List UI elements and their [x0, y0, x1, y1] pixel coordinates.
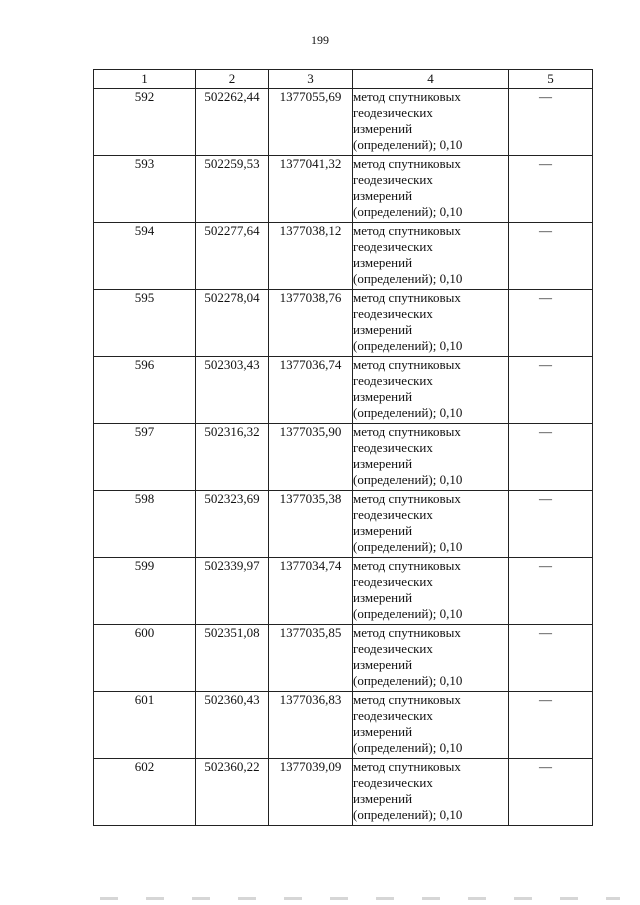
- note-cell: [509, 223, 593, 290]
- y-coordinate-cell: 1377036,74: [269, 357, 353, 424]
- dash-mark: —: [539, 424, 552, 439]
- method-line: геодезических: [353, 641, 433, 656]
- point-number-cell: 595: [94, 290, 196, 357]
- method-line: (определений); 0,10: [353, 137, 463, 152]
- method-line: метод спутниковых: [353, 759, 461, 774]
- column-header: 1: [94, 70, 196, 89]
- coordinates-table: [93, 69, 593, 826]
- note-cell: [509, 357, 593, 424]
- table-header-row: [94, 70, 593, 89]
- method-cell: [353, 357, 509, 424]
- method-line: геодезических: [353, 708, 433, 723]
- table-row: [94, 89, 593, 156]
- method-line: геодезических: [353, 172, 433, 187]
- method-cell: [353, 625, 509, 692]
- dash-mark: —: [539, 89, 552, 104]
- method-line: геодезических: [353, 239, 433, 254]
- y-coordinate-cell: 1377036,83: [269, 692, 353, 759]
- dash-mark: —: [539, 156, 552, 171]
- method-line: (определений); 0,10: [353, 606, 463, 621]
- table-row: [94, 759, 593, 826]
- method-line: измерений: [353, 121, 413, 136]
- table-row: [94, 290, 593, 357]
- method-line: измерений: [353, 389, 413, 404]
- x-coordinate-cell: 502339,97: [196, 558, 269, 625]
- dash-mark: —: [539, 558, 552, 573]
- point-number-cell: 598: [94, 491, 196, 558]
- x-coordinate-cell: 502360,22: [196, 759, 269, 826]
- method-line: измерений: [353, 456, 413, 471]
- y-coordinate-cell: 1377035,85: [269, 625, 353, 692]
- x-coordinate-cell: 502259,53: [196, 156, 269, 223]
- x-coordinate-cell: 502323,69: [196, 491, 269, 558]
- table-row: [94, 491, 593, 558]
- note-cell: [509, 625, 593, 692]
- y-coordinate-cell: 1377035,38: [269, 491, 353, 558]
- note-cell: [509, 290, 593, 357]
- y-coordinate-cell: 1377039,09: [269, 759, 353, 826]
- method-line: (определений); 0,10: [353, 807, 463, 822]
- note-cell: [509, 491, 593, 558]
- point-number-cell: 596: [94, 357, 196, 424]
- point-number-cell: 593: [94, 156, 196, 223]
- point-number-cell: 594: [94, 223, 196, 290]
- dash-mark: —: [539, 223, 552, 238]
- method-line: метод спутниковых: [353, 357, 461, 372]
- note-cell: [509, 156, 593, 223]
- method-line: метод спутниковых: [353, 223, 461, 238]
- x-coordinate-cell: 502351,08: [196, 625, 269, 692]
- x-coordinate-cell: 502277,64: [196, 223, 269, 290]
- page-number: 199: [311, 33, 329, 47]
- method-line: измерений: [353, 322, 413, 337]
- method-line: (определений); 0,10: [353, 405, 463, 420]
- method-line: метод спутниковых: [353, 558, 461, 573]
- note-cell: [509, 759, 593, 826]
- table-row: [94, 156, 593, 223]
- scan-artifact: [100, 897, 620, 900]
- method-line: измерений: [353, 590, 413, 605]
- dash-mark: —: [539, 692, 552, 707]
- method-cell: [353, 89, 509, 156]
- dash-mark: —: [539, 491, 552, 506]
- point-number-cell: 597: [94, 424, 196, 491]
- method-line: измерений: [353, 523, 413, 538]
- method-line: геодезических: [353, 373, 433, 388]
- method-line: геодезических: [353, 574, 433, 589]
- method-line: метод спутниковых: [353, 424, 461, 439]
- method-line: измерений: [353, 188, 413, 203]
- dash-mark: —: [539, 625, 552, 640]
- method-line: измерений: [353, 657, 413, 672]
- method-line: геодезических: [353, 306, 433, 321]
- method-cell: [353, 692, 509, 759]
- note-cell: [509, 558, 593, 625]
- table-row: [94, 424, 593, 491]
- method-cell: [353, 558, 509, 625]
- y-coordinate-cell: 1377035,90: [269, 424, 353, 491]
- method-line: измерений: [353, 791, 413, 806]
- y-coordinate-cell: 1377038,12: [269, 223, 353, 290]
- point-number-cell: 602: [94, 759, 196, 826]
- method-line: (определений); 0,10: [353, 271, 463, 286]
- method-line: метод спутниковых: [353, 156, 461, 171]
- method-line: геодезических: [353, 775, 433, 790]
- x-coordinate-cell: 502316,32: [196, 424, 269, 491]
- table-row: [94, 692, 593, 759]
- y-coordinate-cell: 1377034,74: [269, 558, 353, 625]
- note-cell: [509, 692, 593, 759]
- x-coordinate-cell: 502303,43: [196, 357, 269, 424]
- method-line: метод спутниковых: [353, 625, 461, 640]
- method-line: (определений); 0,10: [353, 338, 463, 353]
- note-cell: [509, 89, 593, 156]
- method-line: (определений); 0,10: [353, 740, 463, 755]
- table-row: [94, 558, 593, 625]
- point-number-cell: 599: [94, 558, 196, 625]
- point-number-cell: 600: [94, 625, 196, 692]
- method-line: (определений); 0,10: [353, 539, 463, 554]
- method-line: метод спутниковых: [353, 692, 461, 707]
- method-line: измерений: [353, 724, 413, 739]
- x-coordinate-cell: 502360,43: [196, 692, 269, 759]
- method-line: (определений); 0,10: [353, 472, 463, 487]
- method-line: метод спутниковых: [353, 89, 461, 104]
- x-coordinate-cell: 502278,04: [196, 290, 269, 357]
- method-cell: [353, 290, 509, 357]
- table-row: [94, 223, 593, 290]
- method-line: (определений); 0,10: [353, 204, 463, 219]
- method-line: метод спутниковых: [353, 290, 461, 305]
- method-cell: [353, 223, 509, 290]
- method-line: геодезических: [353, 440, 433, 455]
- dash-mark: —: [539, 759, 552, 774]
- method-cell: [353, 491, 509, 558]
- dash-mark: —: [539, 290, 552, 305]
- column-header: 5: [509, 70, 593, 89]
- table-row: [94, 625, 593, 692]
- point-number-cell: 601: [94, 692, 196, 759]
- point-number-cell: 592: [94, 89, 196, 156]
- x-coordinate-cell: 502262,44: [196, 89, 269, 156]
- column-header: 3: [269, 70, 353, 89]
- table-row: [94, 357, 593, 424]
- note-cell: [509, 424, 593, 491]
- column-header: 4: [353, 70, 509, 89]
- method-line: измерений: [353, 255, 413, 270]
- method-line: метод спутниковых: [353, 491, 461, 506]
- table-body: [94, 89, 593, 826]
- method-line: геодезических: [353, 105, 433, 120]
- column-header: 2: [196, 70, 269, 89]
- method-cell: [353, 156, 509, 223]
- method-cell: [353, 759, 509, 826]
- y-coordinate-cell: 1377038,76: [269, 290, 353, 357]
- y-coordinate-cell: 1377041,32: [269, 156, 353, 223]
- dash-mark: —: [539, 357, 552, 372]
- method-cell: [353, 424, 509, 491]
- method-line: геодезических: [353, 507, 433, 522]
- y-coordinate-cell: 1377055,69: [269, 89, 353, 156]
- method-line: (определений); 0,10: [353, 673, 463, 688]
